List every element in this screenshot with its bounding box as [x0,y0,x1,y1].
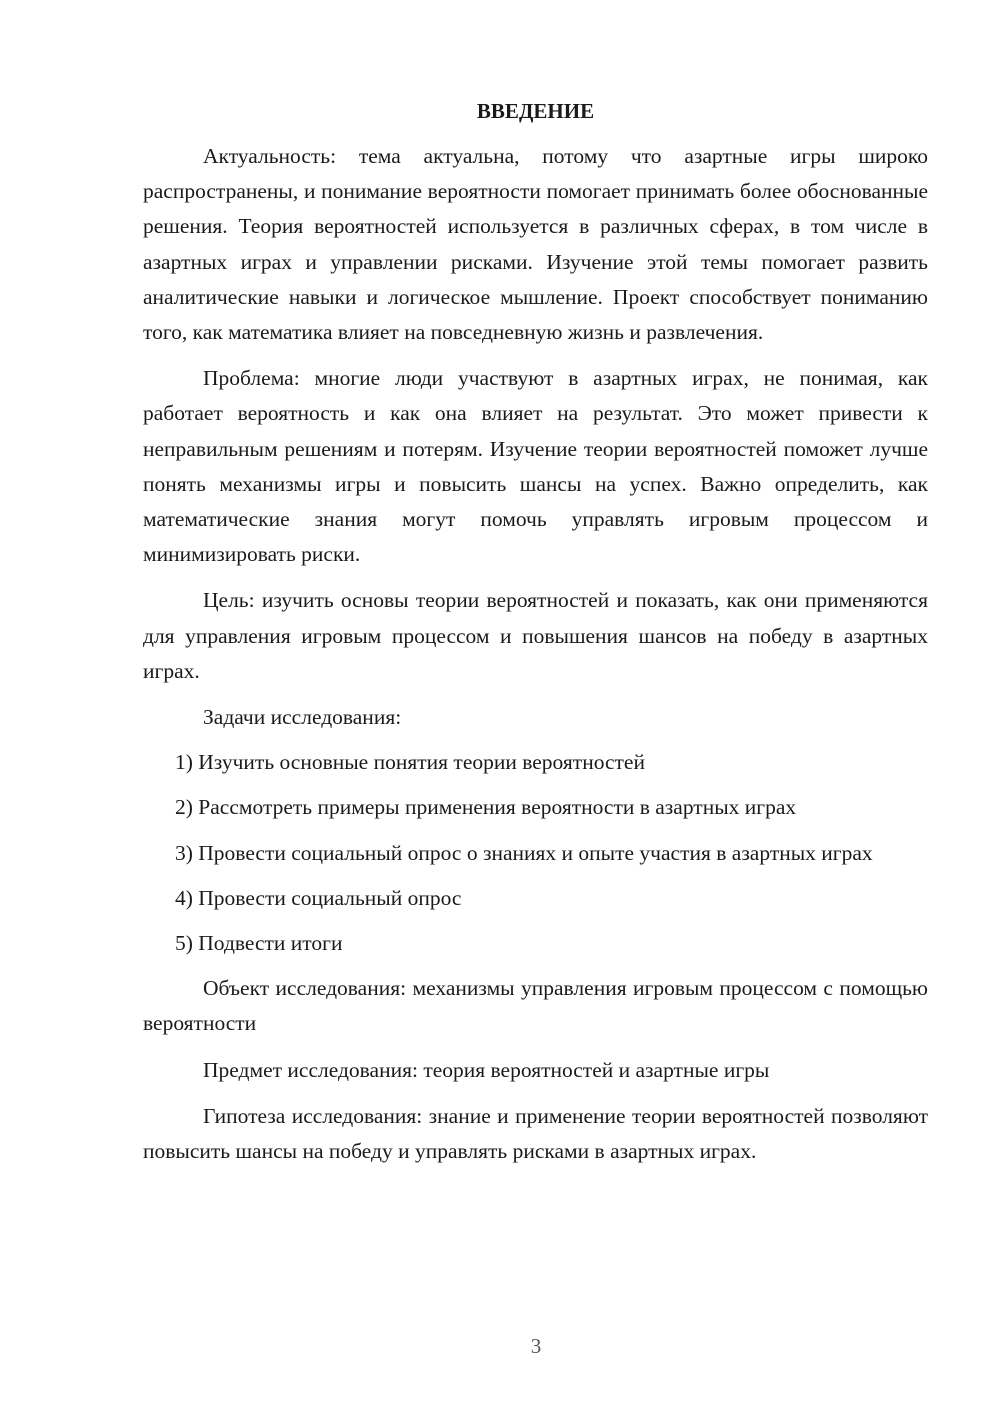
subject-paragraph: Предмет исследования: теория вероятностей и азартные игры [203,1057,770,1082]
tasks-heading: Задачи исследования: [203,705,402,730]
relevance-paragraph: Актуальность: тема актуальна, потому что азартные игры широко распространены, и понимание вероятности помогает принимать более обоснованные решения. Теория вероятностей используется в различных сферах, в том числе в азартных играх и управлении рисками. Изучение этой темы помогает развить аналитические навыки и логическое мышление. Проект способствует пониманию того, как математика влияет на повседневную жизнь и развлечения. [143,144,928,345]
task-item-5: 5) Подвести итоги [175,931,343,956]
goal-paragraph: Цель: изучить основы теории вероятностей и показать, как они применяются для управления игровым процессом и повышения шансов на победу в азартных играх. [143,588,928,683]
object-paragraph: Объект исследования: механизмы управления игровым процессом с помощью вероятности [143,976,928,1036]
hypothesis-paragraph: Гипотеза исследования: знание и применение теории вероятностей позволяют повысить шансы на победу и управлять рисками в азартных играх. [143,1103,928,1164]
document-page [143,96,928,1180]
task-item-2: 2) Рассмотреть примеры применения вероятности в азартных играх [175,795,797,820]
document-title: ВВЕДЕНИЕ [476,99,595,123]
page-number: 3 [530,1334,542,1358]
problem-paragraph: Проблема: многие люди участвуют в азартных играх, не понимая, как работает вероятность и как она влияет на результат. Это может привести к неправильным решениям и потерям. Изучение теории вероятностей поможет лучше понять механизмы игры и повысить шансы на успех. Важно определить, как математические знания могут помочь управлять игровым процессом и минимизировать риски. [143,366,928,567]
task-item-1: 1) Изучить основные понятия теории вероятностей [175,750,645,775]
task-item-3: 3) Провести социальный опрос о знаниях и опыте участия в азартных играх [175,840,873,865]
task-item-4: 4) Провести социальный опрос [175,885,462,910]
